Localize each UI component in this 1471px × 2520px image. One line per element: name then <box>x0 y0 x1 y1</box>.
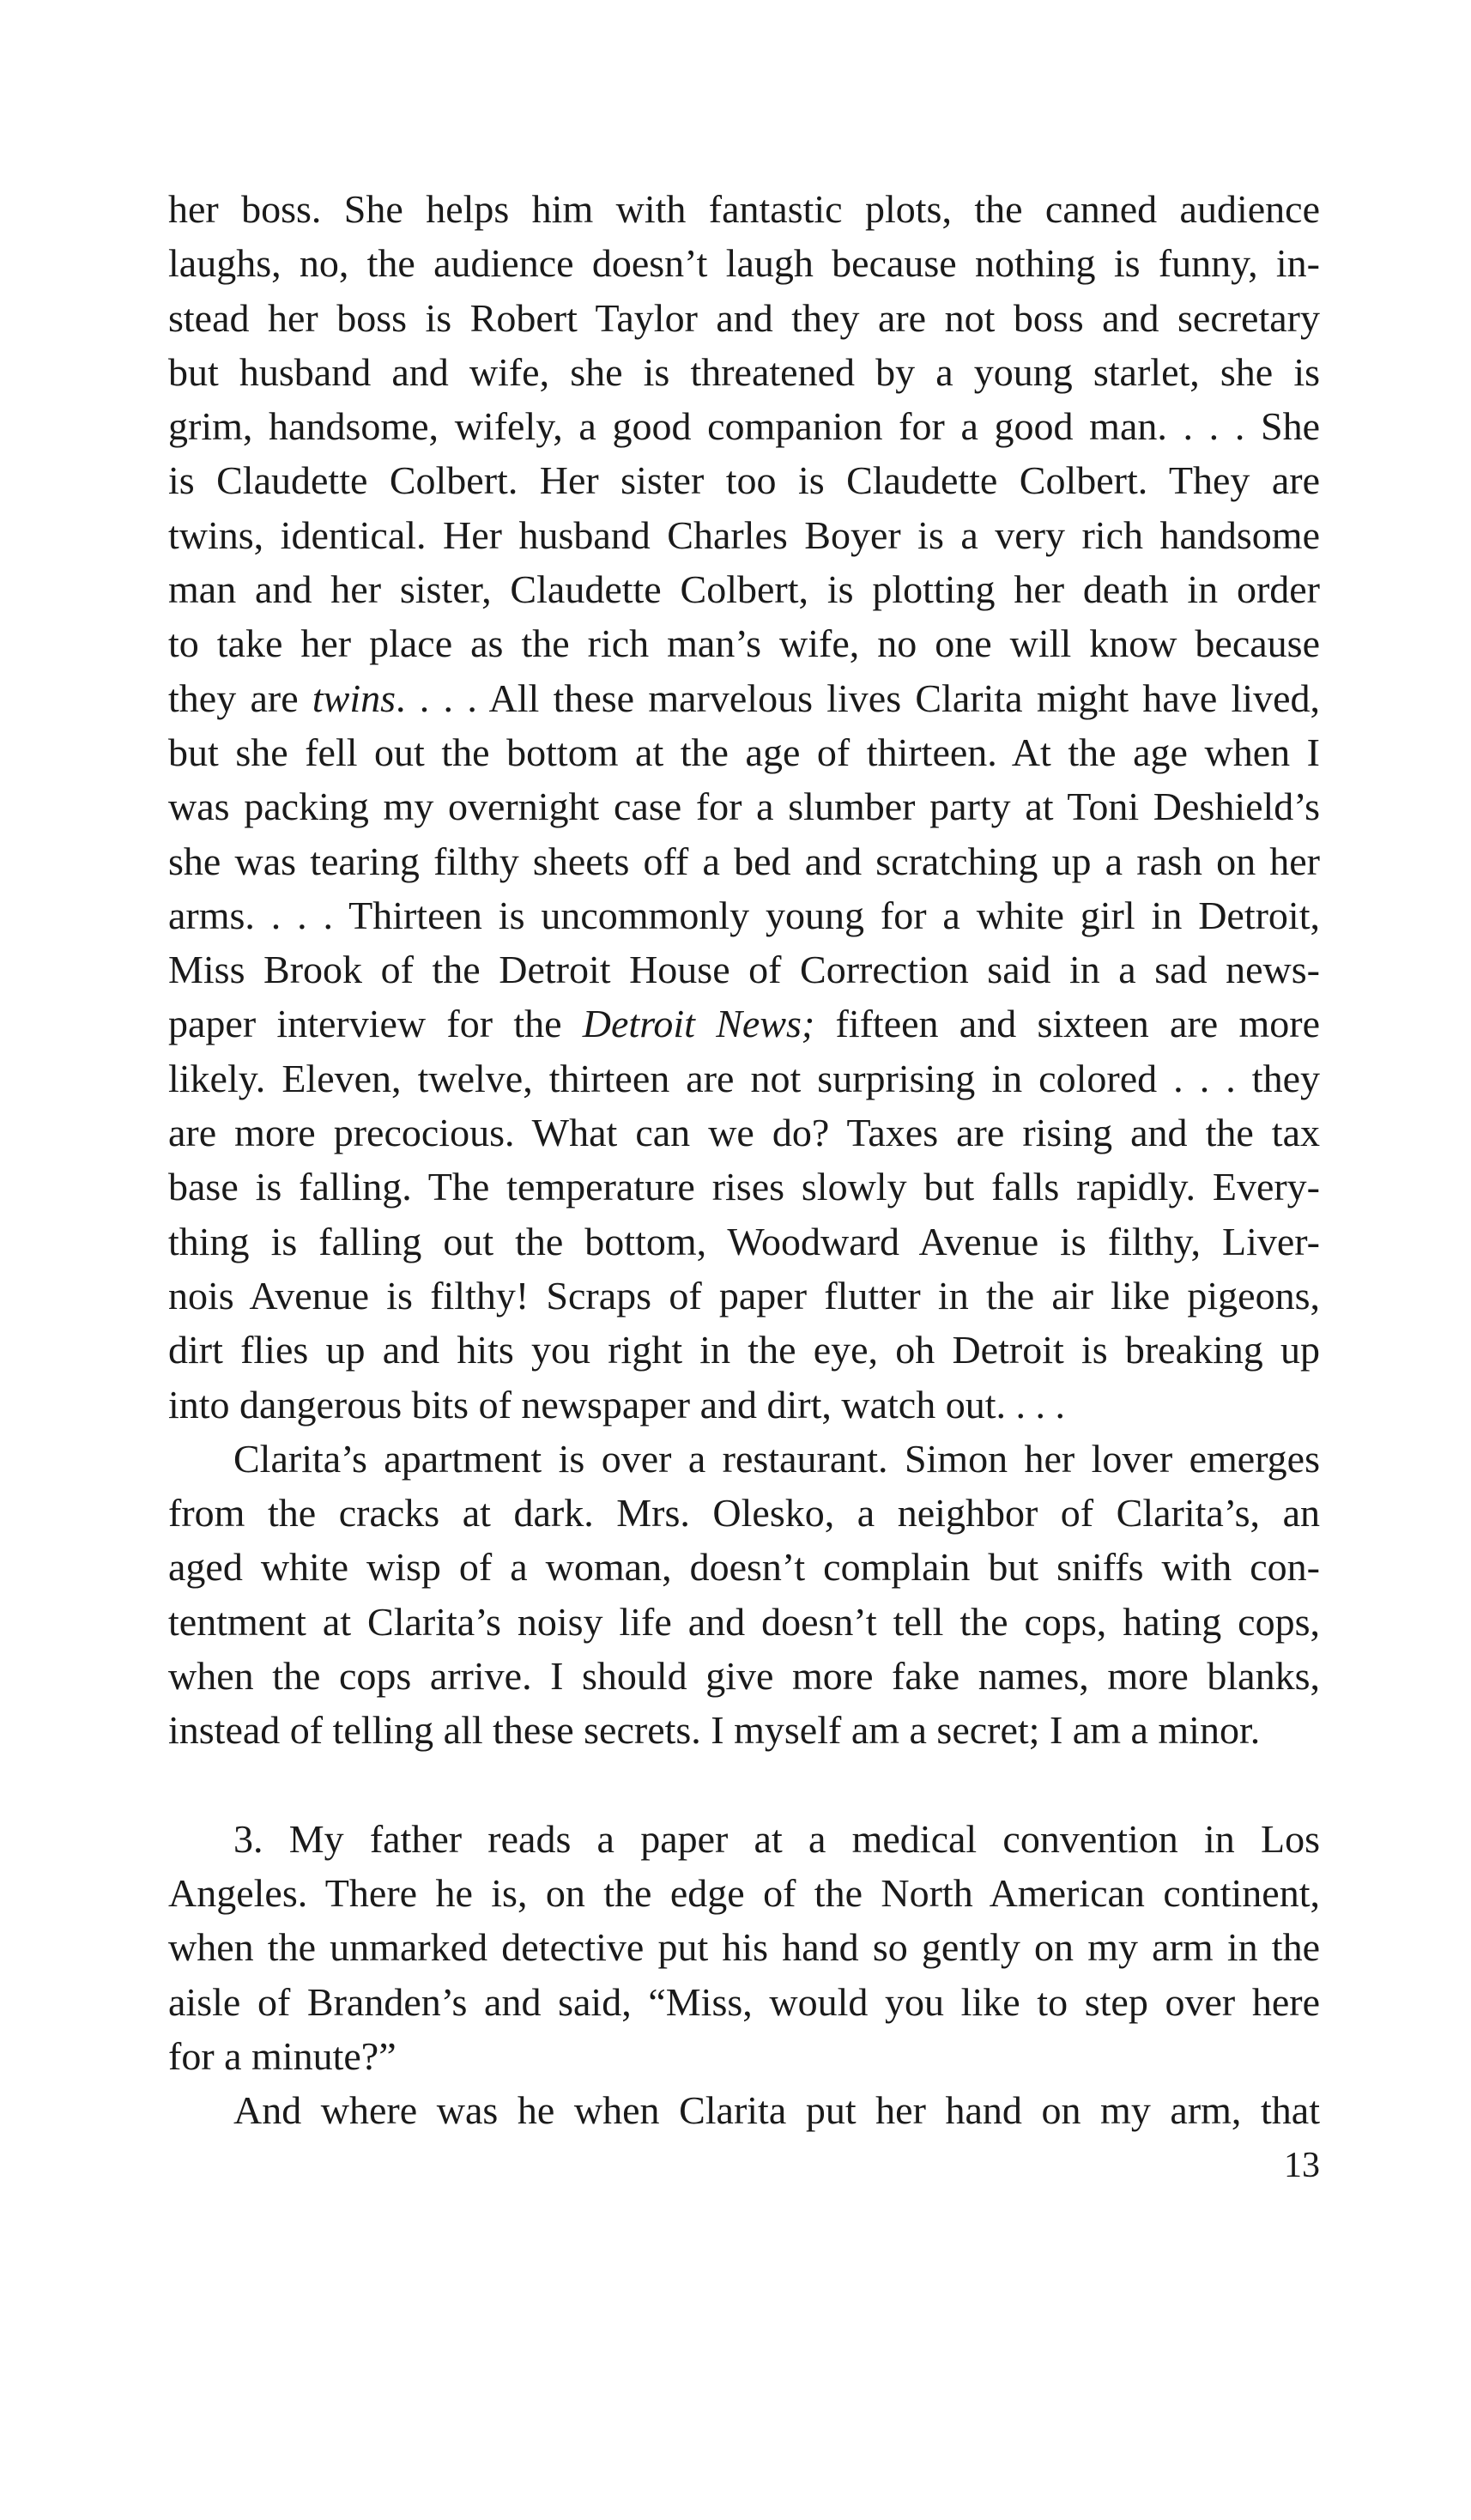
text-line: stead her boss is Robert Taylor and they are not boss and secretary <box>168 295 1320 340</box>
text-line: Miss Brook of the Detroit House of Correction said in a sad news- <box>168 948 1320 992</box>
text-line: Angeles. There he is, on the edge of the North American continent, <box>168 1870 1320 1915</box>
text-run: . . . . All these marvelous lives Clarita might have lived, <box>396 675 1320 720</box>
text-line: from the cracks at dark. Mrs. Olesko, a neighbor of Clarita’s, an <box>168 1491 1320 1536</box>
text-line: into dangerous bits of newspaper and dirt, watch out. . . . <box>168 1382 1065 1427</box>
text-line: instead of telling all these secrets. I myself am a secret; I am a minor. <box>168 1708 1261 1753</box>
text-line: twins, identical. Her husband Charles Boyer is a very rich handsome <box>168 512 1320 557</box>
section-gap <box>168 1758 1320 1812</box>
text-line: aged white wisp of a woman, doesn’t complain but sniffs with con- <box>168 1545 1320 1590</box>
page-number: 13 <box>1284 2146 1320 2185</box>
text-line: are more precocious. What can we do? Taxes are rising and the tax <box>168 1111 1320 1155</box>
text-line: nois Avenue is filthy! Scraps of paper flutter in the air like pigeons, <box>168 1273 1320 1318</box>
text-line: grim, handsome, wifely, a good companion for a good man. . . . She <box>168 404 1320 449</box>
text-line <box>168 996 1320 1051</box>
text-line: for a minute?” <box>168 2033 397 2078</box>
italic-word: twins <box>312 675 397 720</box>
text-line: but she fell out the bottom at the age of thirteen. At the age when I <box>168 730 1320 774</box>
book-page <box>168 182 1320 2137</box>
italic-title: Detroit News; <box>582 1002 815 1046</box>
text-line: when the unmarked detective put his hand so gently on my arm in the <box>168 1925 1320 1970</box>
text-line: tentment at Clarita’s noisy life and doesn’t tell the cops, hating cops, <box>168 1599 1320 1644</box>
text-run: they are <box>168 675 312 720</box>
text-line: but husband and wife, she is threatened by a young starlet, she is <box>168 349 1320 394</box>
text-run: paper interview for the <box>168 1002 583 1046</box>
text-line: her boss. She helps him with fantastic plots, the canned audience <box>168 187 1320 231</box>
text-run: fifteen and sixteen are more <box>814 1002 1320 1046</box>
text-line: thing is falling out the bottom, Woodward Avenue is filthy, Liver- <box>168 1219 1320 1263</box>
text-line: she was tearing filthy sheets off a bed and scratching up a rash on her <box>168 839 1320 883</box>
text-line: aisle of Branden’s and said, “Miss, would you like to step over here <box>168 1979 1320 2024</box>
text-line: laughs, no, the audience doesn’t laugh because nothing is funny, in- <box>168 241 1320 286</box>
text-line: base is falling. The temperature rises slowly but falls rapidly. Every- <box>168 1165 1320 1209</box>
text-line: dirt flies up and hits you right in the eye, oh Detroit is breaking up <box>168 1328 1320 1372</box>
text-line: man and her sister, Claudette Colbert, is plotting her death in order <box>168 567 1320 612</box>
text-line: to take her place as the rich man’s wife, no one will know because <box>168 621 1320 666</box>
text-line: 3. My father reads a paper at a medical convention in Los <box>233 1816 1320 1861</box>
text-line: arms. . . . Thirteen is uncommonly young for a white girl in Detroit, <box>168 893 1320 937</box>
text-line: was packing my overnight case for a slumber party at Toni Deshield’s <box>168 784 1320 829</box>
text-line: And where was he when Clarita put her hand on my arm, that <box>233 2088 1320 2133</box>
text-line: likely. Eleven, twelve, thirteen are not surprising in colored . . . they <box>168 1056 1320 1100</box>
text-line: when the cops arrive. I should give more fake names, more blanks, <box>168 1654 1320 1699</box>
text-line: Clarita’s apartment is over a restaurant. Simon her lover emerges <box>233 1436 1320 1481</box>
text-line: is Claudette Colbert. Her sister too is Claudette Colbert. They are <box>168 458 1320 503</box>
text-line <box>168 671 1320 725</box>
